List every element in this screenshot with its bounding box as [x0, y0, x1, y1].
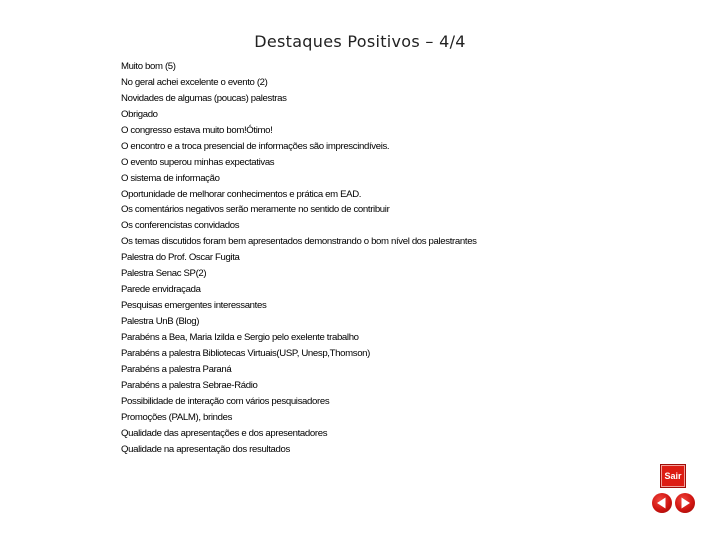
- list-item: Palestra Senac SP(2): [121, 268, 207, 280]
- list-item: Parabéns a palestra Sebrae-Rádio: [121, 379, 258, 391]
- arrow-right-icon: [675, 493, 695, 513]
- list-item: Obrigado: [121, 108, 158, 120]
- arrow-left-icon: [652, 493, 672, 513]
- list-item: No geral achei excelente o evento (2): [121, 76, 268, 88]
- list-item: Novidades de algumas (poucas) palestras: [121, 92, 287, 104]
- list-item: Parabéns a palestra Paraná: [121, 363, 232, 375]
- feedback-list: [121, 59, 541, 457]
- previous-slide-button[interactable]: [652, 493, 672, 513]
- list-item: Palestra do Prof. Oscar Fugita: [121, 252, 240, 264]
- list-item: Possibilidade de interação com vários pesquisadores: [121, 395, 330, 407]
- list-item: Palestra UnB (Blog): [121, 316, 200, 327]
- list-item: Os conferencistas convidados: [121, 220, 240, 232]
- list-item: Parabéns a Bea, Maria Izilda e Sergio pelo exelente trabalho: [121, 331, 359, 343]
- list-item: Promoções (PALM), brindes: [121, 411, 233, 423]
- list-item: Pesquisas emergentes interessantes: [121, 300, 267, 312]
- slide-title: Destaques Positivos – 4/4: [254, 32, 466, 51]
- exit-button[interactable]: Sair: [660, 464, 686, 488]
- list-item: Parede envidraçada: [121, 284, 201, 296]
- list-item: Qualidade na apresentação dos resultados: [121, 443, 290, 455]
- list-item: Qualidade das apresentações e dos apresentadores: [121, 427, 328, 439]
- list-item: Muito bom (5): [121, 61, 176, 72]
- list-item: O sistema de informação: [121, 172, 220, 184]
- list-item: O congresso estava muito bom!Ótimo!: [121, 124, 273, 136]
- list-item: Os comentários negativos serão meramente no sentido de contribuir: [121, 204, 390, 216]
- list-item: O encontro e a troca presencial de informações são imprescindíveis.: [121, 140, 390, 152]
- list-item: Oportunidade de melhorar conhecimentos e prática em EAD.: [121, 188, 362, 200]
- list-item: Os temas discutidos foram bem apresentados demonstrando o bom nível dos palestrantes: [121, 236, 477, 248]
- list-item: O evento superou minhas expectativas: [121, 156, 275, 168]
- list-item: Parabéns a palestra Bibliotecas Virtuais(USP, Unesp,Thomson): [121, 347, 371, 359]
- next-slide-button[interactable]: [675, 493, 695, 513]
